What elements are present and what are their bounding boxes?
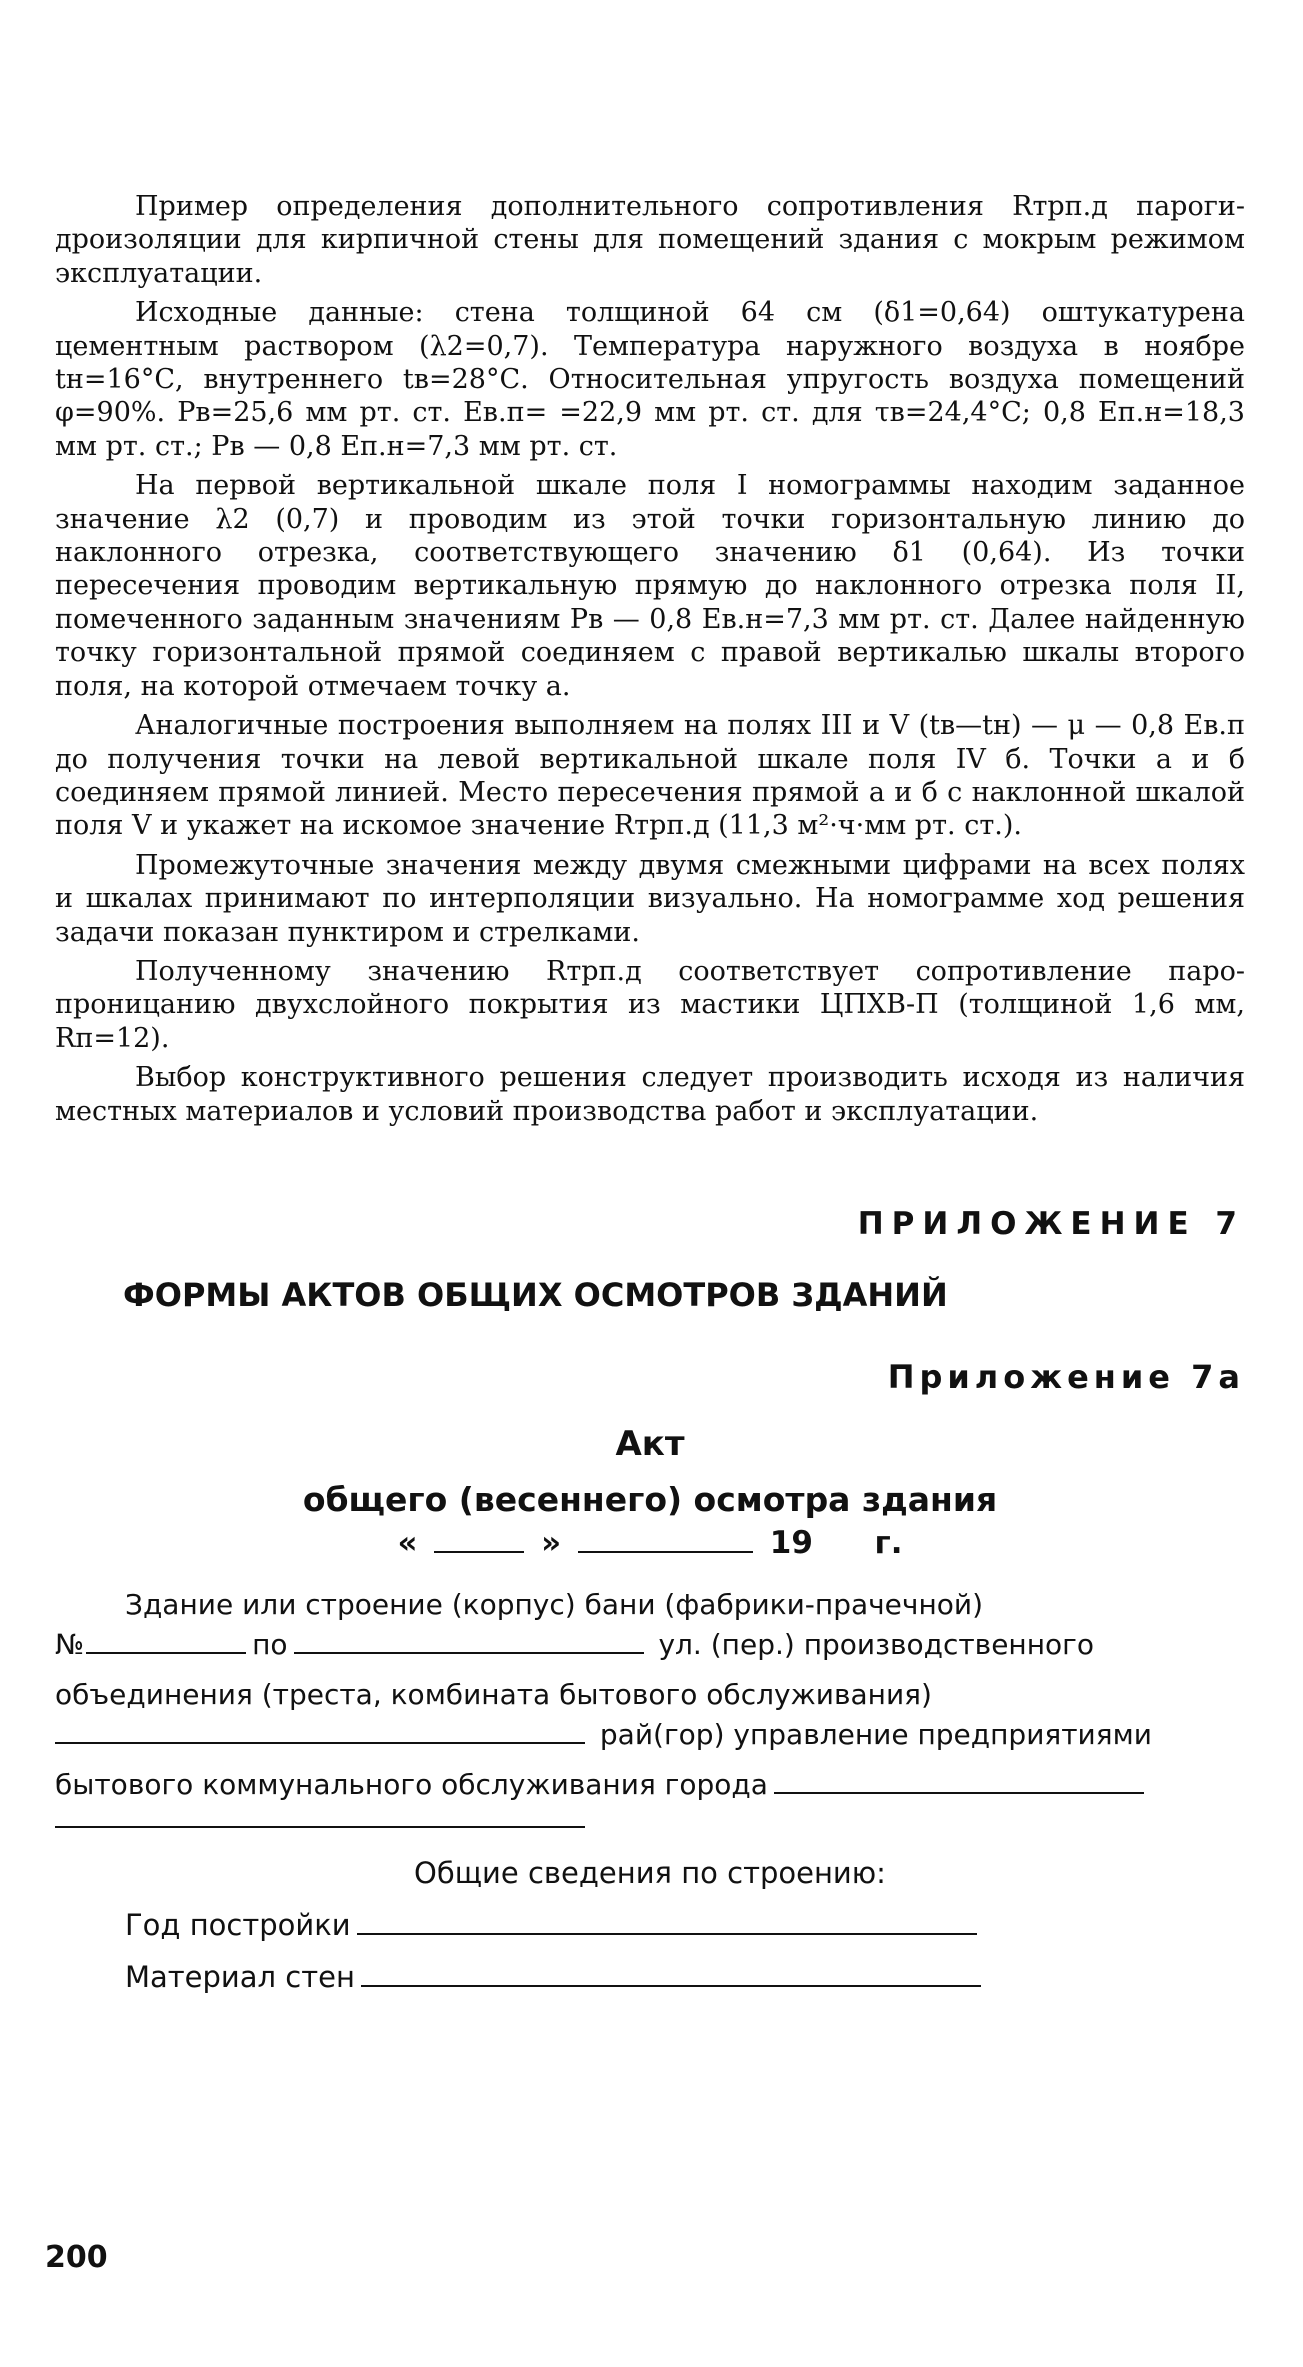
year-built-label: Год постройки bbox=[125, 1907, 351, 1942]
appendix-heading: ПРИЛОЖЕНИЕ 7 bbox=[857, 1205, 1245, 1242]
forms-title: ФОРМЫ АКТОВ ОБЩИХ ОСМОТРОВ ЗДАНИЙ bbox=[123, 1275, 948, 1314]
year-built-blank bbox=[357, 1932, 977, 1935]
paragraph-3: На первой вертикальной шкале поля I номограммы находим заданное значение λ2 (0,7) и проводим из этой точки горизонтальную линию до наклонного отрезка, соответствующего значению δ1 (0,64). Из точки пересечения проводим вертикальную прямую до наклонного отрезка поля II, помеченного заданным значениям Pв — 0,8 Eв.н=7,3 мм рт. ст. Далее найденную точку горизонтальной прямой соединяем с правой вертикалью шкалы второго поля, на которой отмечаем точку а. bbox=[55, 470, 1245, 702]
form-line-administration bbox=[55, 1715, 1245, 1755]
city-blank bbox=[774, 1791, 1144, 1794]
paragraph-5: Промежуточные значения между двумя смежными цифрами на всех полях и шкалах принимают по интерполяции визуально. На номограмме ход решения задачи показан пунктиром и стрелками. bbox=[55, 849, 1245, 948]
date-close-quote: » bbox=[541, 1524, 562, 1561]
wall-material-label: Материал стен bbox=[125, 1959, 355, 1994]
administration-label: рай(гор) управление предприятиями bbox=[599, 1717, 1152, 1751]
city-continuation-blank bbox=[55, 1825, 585, 1828]
city-label: бытового коммунального обслуживания города bbox=[55, 1767, 768, 1801]
page-number: 200 bbox=[45, 2240, 108, 2275]
year-prefix: 19 bbox=[769, 1524, 813, 1561]
form-line-building: Здание или строение (корпус) бани (фабрики-прачечной) bbox=[125, 1587, 984, 1621]
street-label: ул. (пер.) производственного bbox=[658, 1627, 1094, 1661]
paragraph-6: Полученному значению Rтрп.д соответствует сопротивление паропроницанию двухслойного покрытия из мастики ЦПХВ-П (толщиной 1,6 мм, Rп=12). bbox=[55, 955, 1245, 1054]
form-line-address bbox=[55, 1625, 1245, 1665]
day-blank bbox=[434, 1550, 524, 1553]
form-line-association: объединения (треста, комбината бытового обслуживания) bbox=[55, 1677, 932, 1711]
paragraph-2: Исходные данные: стена толщиной 64 см (δ1=0,64) оштукатурена цементным раствором (λ2=0,7). Температура наружного воздуха в ноябре tн=16°С, внутреннего tв=28°С. Относительная упругость воздуха помещений φ=90%. Pв=25,6 мм рт. ст. Eв.п= =22,9 мм рт. ст. для τв=24,4°С; 0,8 Eп.н=18,3 мм рт. ст.; Pв — 0,8 Eп.н=7,3 мм рт. ст. bbox=[55, 297, 1245, 462]
administration-blank bbox=[55, 1741, 585, 1744]
page-body bbox=[55, 190, 1245, 1994]
wall-material-blank bbox=[361, 1984, 981, 1987]
form-line-city bbox=[55, 1765, 1245, 1805]
number-label: № bbox=[55, 1627, 85, 1661]
month-blank bbox=[578, 1550, 753, 1553]
street-po-label: по bbox=[252, 1627, 288, 1661]
number-blank bbox=[86, 1651, 246, 1654]
appendix-7a-heading: Приложение 7а bbox=[887, 1357, 1245, 1396]
date-open-quote: « bbox=[397, 1524, 418, 1561]
year-suffix: г. bbox=[874, 1524, 903, 1561]
city-continuation-line bbox=[55, 1813, 1245, 1832]
field-year-built bbox=[125, 1908, 1245, 1942]
general-info-heading: Общие сведения по строению: bbox=[414, 1855, 886, 1890]
act-title: Акт bbox=[615, 1423, 685, 1464]
paragraph-4: Аналогичные построения выполняем на полях III и V (tв—tн) — μ — 0,8 Eв.п до получения точки на левой вертикальной шкале поля IV б. Точки а и б соединяем прямой линией. Место пересечения прямой а и б с наклонной шкалой поля V и укажет на искомое значение Rтрп.д (11,3 м²·ч·мм рт. ст.). bbox=[55, 710, 1245, 842]
act-date-line bbox=[55, 1525, 1245, 1561]
street-blank bbox=[294, 1651, 644, 1654]
act-subtitle: общего (весеннего) осмотра здания bbox=[302, 1479, 998, 1519]
field-wall-material bbox=[125, 1960, 1245, 1994]
paragraph-7: Выбор конструктивного решения следует производить исходя из наличия местных материалов и условий производства работ и эксплуатации. bbox=[55, 1062, 1245, 1127]
paragraph-1: Пример определения дополнительного сопротивления Rтрп.д парогидроизоляции для кирпичной стены для помещений здания с мокрым режимом эксплуатации. bbox=[55, 191, 1245, 289]
